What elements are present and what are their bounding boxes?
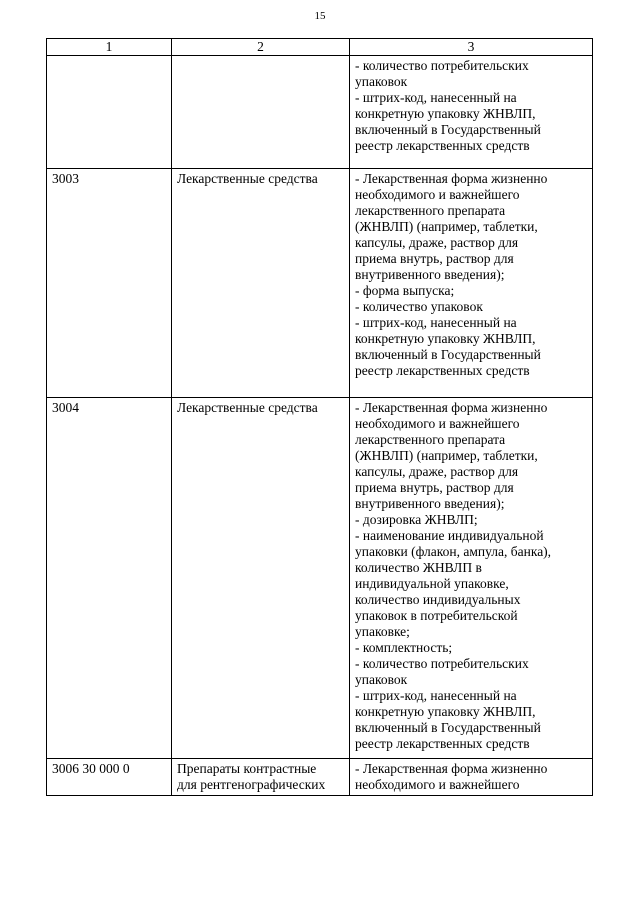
description-line: реестр лекарственных средств bbox=[355, 138, 530, 153]
name-line: Препараты контрастные bbox=[177, 761, 317, 776]
page-number: 15 bbox=[314, 10, 326, 22]
description-line: внутривенного введения); bbox=[355, 267, 505, 282]
name-line: для рентгенографических bbox=[177, 777, 326, 792]
name-cell bbox=[172, 56, 350, 169]
description-line: включенный в Государственный bbox=[355, 122, 541, 137]
description-line: приема внутрь, раствор для bbox=[355, 480, 514, 495]
description-line: лекарственного препарата bbox=[355, 203, 506, 218]
description-line: лекарственного препарата bbox=[355, 432, 506, 447]
description-cell bbox=[350, 398, 593, 759]
description-cell bbox=[350, 56, 593, 169]
description-line: приема внутрь, раствор для bbox=[355, 251, 514, 266]
description-line: включенный в Государственный bbox=[355, 720, 541, 735]
description-line: упаковок bbox=[355, 672, 408, 687]
description-cell bbox=[350, 759, 593, 796]
column-header-1: 1 bbox=[47, 39, 172, 56]
column-header-2: 2 bbox=[172, 39, 350, 56]
description-line: реестр лекарственных средств bbox=[355, 736, 530, 751]
description-line: - штрих-код, нанесенный на bbox=[355, 688, 517, 703]
description-line: реестр лекарственных средств bbox=[355, 363, 530, 378]
table-header-row bbox=[47, 39, 593, 56]
description-line: капсулы, драже, раствор для bbox=[355, 235, 519, 250]
description-line: - количество потребительских bbox=[355, 58, 529, 73]
description-line: - количество упаковок bbox=[355, 299, 483, 314]
code-cell bbox=[47, 398, 172, 759]
description-line: упаковке; bbox=[355, 624, 410, 639]
code-cell bbox=[47, 56, 172, 169]
description-line: - штрих-код, нанесенный на bbox=[355, 315, 517, 330]
description-line: необходимого и важнейшего bbox=[355, 777, 520, 792]
description-line: индивидуальной упаковке, bbox=[355, 576, 509, 591]
description-line: необходимого и важнейшего bbox=[355, 187, 520, 202]
name-cell bbox=[172, 398, 350, 759]
description-line: упаковки (флакон, ампула, банка), bbox=[355, 544, 552, 559]
description-line: - штрих-код, нанесенный на bbox=[355, 90, 517, 105]
description-line: - Лекарственная форма жизненно bbox=[355, 171, 548, 186]
description-line: конкретную упаковку ЖНВЛП, bbox=[355, 704, 536, 719]
description-line: - Лекарственная форма жизненно bbox=[355, 761, 548, 776]
description-line: - комплектность; bbox=[355, 640, 453, 655]
description-line: количество индивидуальных bbox=[355, 592, 521, 607]
name-line: Лекарственные средства bbox=[177, 400, 318, 415]
description-line: конкретную упаковку ЖНВЛП, bbox=[355, 106, 536, 121]
description-line: - Лекарственная форма жизненно bbox=[355, 400, 548, 415]
description-line: (ЖНВЛП) (например, таблетки, bbox=[355, 448, 538, 463]
description-line: - форма выпуска; bbox=[355, 283, 455, 298]
code-text: 3006 30 000 0 bbox=[52, 761, 130, 776]
description-line: капсулы, драже, раствор для bbox=[355, 464, 519, 479]
code-cell bbox=[47, 759, 172, 796]
description-line: - количество потребительских bbox=[355, 656, 529, 671]
name-cell bbox=[172, 169, 350, 398]
description-line: (ЖНВЛП) (например, таблетки, bbox=[355, 219, 538, 234]
table-row bbox=[47, 398, 593, 759]
description-line: конкретную упаковку ЖНВЛП, bbox=[355, 331, 536, 346]
table-row bbox=[47, 759, 593, 796]
description-line: упаковок в потребительской bbox=[355, 608, 518, 623]
code-cell bbox=[47, 169, 172, 398]
name-line: Лекарственные средства bbox=[177, 171, 318, 186]
description-line: количество ЖНВЛП в bbox=[355, 560, 482, 575]
description-line: включенный в Государственный bbox=[355, 347, 541, 362]
requirements-table bbox=[46, 38, 593, 796]
description-cell bbox=[350, 169, 593, 398]
description-line: упаковок bbox=[355, 74, 408, 89]
name-cell bbox=[172, 759, 350, 796]
description-line: необходимого и важнейшего bbox=[355, 416, 520, 431]
column-header-3: 3 bbox=[350, 39, 593, 56]
table-row bbox=[47, 56, 593, 169]
description-line: внутривенного введения); bbox=[355, 496, 505, 511]
code-text: 3003 bbox=[52, 171, 79, 186]
description-line: - наименование индивидуальной bbox=[355, 528, 544, 543]
description-line: - дозировка ЖНВЛП; bbox=[355, 512, 478, 527]
code-text: 3004 bbox=[52, 400, 79, 415]
table-row bbox=[47, 169, 593, 398]
